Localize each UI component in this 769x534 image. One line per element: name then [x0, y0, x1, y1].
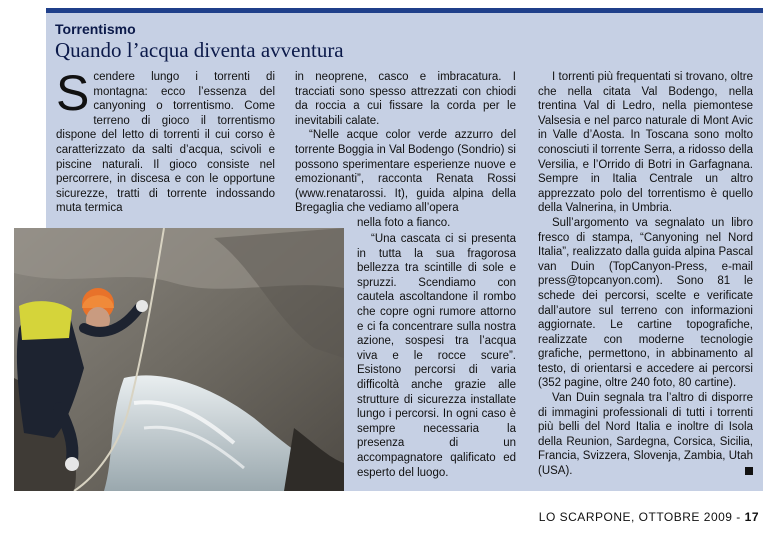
column-3	[538, 70, 753, 479]
column-2-top	[295, 70, 516, 231]
column-3-paragraph-3	[538, 391, 753, 479]
column-1-text: cendere lungo i torrenti di montagna: ecco l’essenza del canyoning o torrentismo. Come terreno di gioco il torrentismo dispone del letto di torrenti il cui corso è caratterizzato da salti d’acqua, scivoli e piscine naturali. Il gioco consiste nel percorrere, in discesa e con le opportune sicurezze, tratti di torrente indossando muta termica	[56, 71, 275, 215]
article-kicker: Torrentismo	[55, 21, 136, 37]
publication-name: LO SCARPONE, OTTOBRE 2009 -	[538, 510, 745, 524]
column-3-paragraph-2: Sull’argomento va segnalato un libro fresco di stampa, “Canyoning nel Nord Italia”, realizzato dalla guida alpina Pascal van Duin (TopCanyon-Press, e-mail press@topcanyon.com). Sono 81 le schede dei percorsi, scelte e verificate dall’autore sul terreno con informazioni aggiornate. Le cartine topografiche, realizzate con moderne tecnologie grafiche, permettono, in abbinamento al testo, di orientarsi e accedere ai percorsi (352 pagine, oltre 240 foto, 80 cartine).	[538, 216, 753, 390]
drop-cap: S	[56, 65, 90, 121]
canyoning-photo-illustration	[14, 228, 344, 491]
column-3-paragraph-3-text: Van Duin segnala tra l’altro di disporre di immagini professionali di tutti i torrenti più belli del Nord Italia e inoltre di Isola della Reunion, Sardegna, Corsica, Sicilia, Francia, Svizzera, Slovenja, Zambia, Utah (USA).	[538, 392, 753, 478]
page-number: 17	[744, 510, 759, 524]
end-of-article-mark	[745, 467, 753, 475]
column-2-paragraph-2: “Nelle acque color verde azzurro del torrente Boggia in Val Bodengo (Sondrio) si possono sperimentare esperienze nuove e emozionanti”, racconta Renata Rossi (www.renatarossi. It), guida alpina della Bregaglia che vediamo all’opera	[295, 129, 516, 215]
column-1	[56, 65, 275, 216]
column-2-bottom	[357, 232, 516, 480]
article-headline: Quando l’acqua diventa avventura	[55, 38, 344, 62]
canyoning-photo	[14, 228, 344, 491]
column-3-paragraph-1: I torrenti più frequentati si trovano, oltre che nella citata Val Bodengo, nella trentina Val di Ledro, nella piemontese Valsesia e nel parco naturale di Mont Avic in Valle d’Aosta. In Toscana sono molto conosciuti il torrente Serra, a ridosso della Versilia, e l’Orrido di Botri in Garfagnana. Sempre in Italia Centrale un altro apprezzato polo del torrentismo è quello della Valnerina, in Umbria.	[538, 71, 753, 215]
column-2-paragraph-2-tail: nella foto a fianco.	[357, 216, 451, 229]
column-2-paragraph-1: in neoprene, casco e imbracatura. I tracciati sono spesso attrezzati con chiodi da roccia a cui fissare la corda per le inevitabili calate.	[295, 71, 516, 127]
page-footer	[539, 510, 759, 524]
column-2-paragraph-3: “Una cascata ci si presenta in tutta la sua fragorosa bellezza tra scintille di sole e spruzzi. Scendiamo con cautela ascoltandone il rombo che copre ogni rumore attorno e ci fa concentrare sulla nostra azione, sospesi tra l’acqua viva e le rocce scure”. Esistono percorsi di varia difficoltà anche grazie alle strutture di sicurezza installate lungo i percorsi. In ogni caso è sempre necessaria la presenza di un accompagnatore qalificato ed esperto del luogo.	[357, 233, 516, 479]
panel-top-rule	[46, 8, 763, 13]
